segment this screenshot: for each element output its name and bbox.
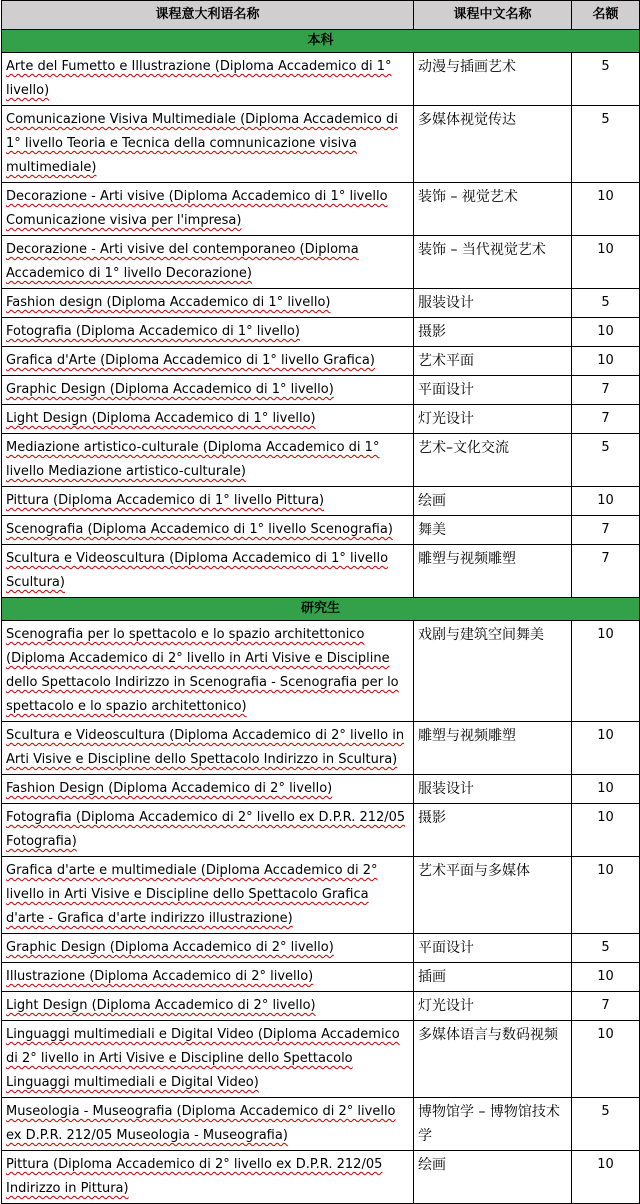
italian-course-name: Decorazione - Arti visive (Diploma Accademico di 1° livello Comunicazione visiva per l'impresa) [6,189,388,228]
italian-name-cell [2,857,414,934]
italian-name-cell [2,775,414,804]
italian-course-name: Arte del Fumetto e Illustrazione (Diploma Accademico di 1° livello) [6,59,392,98]
course-row [2,434,640,487]
chinese-course-name: 装饰 – 当代视觉艺术 [414,236,572,289]
course-row [2,183,640,236]
chinese-course-name: 雕塑与视频雕塑 [414,722,572,775]
course-row [2,405,640,434]
italian-name-cell [2,434,414,487]
course-row [2,1151,640,1204]
course-row [2,1098,640,1151]
chinese-course-name: 灯光设计 [414,992,572,1021]
course-row [2,545,640,598]
quota-value: 10 [572,183,640,236]
chinese-course-name: 绘画 [414,487,572,516]
chinese-course-name: 博物馆学 – 博物馆技术学 [414,1098,572,1151]
italian-course-name: Fashion Design (Diploma Accademico di 2° livello) [6,781,333,796]
course-row [2,53,640,106]
italian-name-cell [2,545,414,598]
section-header-row [2,598,640,621]
course-row [2,934,640,963]
chinese-course-name: 摄影 [414,318,572,347]
course-row [2,804,640,857]
course-row [2,487,640,516]
course-table [1,0,640,1204]
italian-course-name: Pittura (Diploma Accademico di 2° livello ex D.P.R. 212/05 Indirizzo in Pittura) [6,1157,383,1196]
italian-course-name: Scenografia per lo spettacolo e lo spazio architettonico (Diploma Accademico di 2° livello in Arti Visive e Discipline dello Spettacolo Indirizzo in Scenografia - Scenografia per lo spettacolo e lo spazio architettonico) [6,627,399,714]
quota-value: 10 [572,318,640,347]
italian-course-name: Fotografia (Diploma Accademico di 1° livello) [6,324,300,339]
course-row [2,992,640,1021]
section-title: 本科 [2,30,640,53]
chinese-course-name: 服装设计 [414,775,572,804]
section-title: 研究生 [2,598,640,621]
italian-name-cell [2,934,414,963]
course-row [2,516,640,545]
italian-course-name: Scenografia (Diploma Accademico di 1° livello Scenografia) [6,522,393,537]
italian-name-cell [2,106,414,183]
quota-value: 7 [572,992,640,1021]
italian-name-cell [2,804,414,857]
course-row [2,857,640,934]
italian-name-cell [2,992,414,1021]
italian-name-cell [2,318,414,347]
table-body [2,30,640,1204]
quota-value: 10 [572,963,640,992]
italian-name-cell [2,347,414,376]
italian-course-name: Illustrazione (Diploma Accademico di 2° livello) [6,969,314,984]
italian-name-cell [2,1151,414,1204]
italian-name-cell [2,963,414,992]
chinese-course-name: 舞美 [414,516,572,545]
quota-value: 10 [572,487,640,516]
course-row [2,318,640,347]
header-row [2,1,640,30]
italian-name-cell [2,621,414,722]
italian-name-cell [2,1021,414,1098]
quota-value: 10 [572,857,640,934]
quota-value: 7 [572,545,640,598]
italian-name-cell [2,289,414,318]
italian-course-name: Scultura e Videoscultura (Diploma Accademico di 1° livello Scultura) [6,551,389,590]
chinese-course-name: 雕塑与视频雕塑 [414,545,572,598]
course-row [2,376,640,405]
chinese-course-name: 多媒体视觉传达 [414,106,572,183]
chinese-course-name: 灯光设计 [414,405,572,434]
course-row [2,722,640,775]
chinese-course-name: 绘画 [414,1151,572,1204]
quota-value: 5 [572,934,640,963]
chinese-course-name: 平面设计 [414,934,572,963]
italian-course-name: Pittura (Diploma Accademico di 1° livello Pittura) [6,493,325,508]
italian-course-name: Comunicazione Visiva Multimediale (Diploma Accademico di 1° livello Teoria e Tecnica della comnunicazione visiva multimediale) [6,112,398,175]
chinese-course-name: 平面设计 [414,376,572,405]
quota-value: 5 [572,289,640,318]
course-row [2,347,640,376]
italian-name-cell [2,53,414,106]
quota-value: 10 [572,775,640,804]
quota-value: 10 [572,1021,640,1098]
header-chinese-name: 课程中文名称 [414,1,572,30]
quota-value: 10 [572,1151,640,1204]
italian-name-cell [2,183,414,236]
chinese-course-name: 艺术平面与多媒体 [414,857,572,934]
quota-value: 10 [572,236,640,289]
course-row [2,289,640,318]
italian-name-cell [2,487,414,516]
quota-value: 5 [572,53,640,106]
italian-name-cell [2,1098,414,1151]
italian-course-name: Mediazione artistico-culturale (Diploma Accademico di 1° livello Mediazione artistico-culturale) [6,440,380,479]
italian-course-name: Museologia - Museografia (Diploma Accademico di 2° livello ex D.P.R. 212/05 Museologia - Museografia) [6,1104,396,1143]
italian-course-name: Scultura e Videoscultura (Diploma Accademico di 2° livello in Arti Visive e Discipline dello Spettacolo Indirizzo in Scultura) [6,728,405,767]
quota-value: 10 [572,621,640,722]
course-row [2,106,640,183]
italian-course-name: Fashion design (Diploma Accademico di 1° livello) [6,295,331,310]
course-row [2,621,640,722]
header-quota: 名额 [572,1,640,30]
quota-value: 5 [572,106,640,183]
italian-name-cell [2,722,414,775]
italian-course-name: Graphic Design (Diploma Accademico di 2° livello) [6,940,334,955]
italian-course-name: Linguaggi multimediali e Digital Video (Diploma Accademico di 2° livello in Arti Visive e Discipline dello Spettacolo Linguaggi multimediali e Digital Video) [6,1027,400,1090]
quota-value: 10 [572,347,640,376]
quota-value: 7 [572,376,640,405]
quota-value: 5 [572,1098,640,1151]
quota-value: 7 [572,405,640,434]
italian-course-name: Light Design (Diploma Accademico di 2° livello) [6,998,316,1013]
chinese-course-name: 摄影 [414,804,572,857]
chinese-course-name: 戏剧与建筑空间舞美 [414,621,572,722]
quota-value: 7 [572,516,640,545]
italian-course-name: Graphic Design (Diploma Accademico di 1° livello) [6,382,334,397]
chinese-course-name: 多媒体语言与数码视频 [414,1021,572,1098]
chinese-course-name: 服装设计 [414,289,572,318]
header-italian-name: 课程意大利语名称 [2,1,414,30]
chinese-course-name: 艺术–文化交流 [414,434,572,487]
italian-name-cell [2,236,414,289]
italian-course-name: Grafica d'Arte (Diploma Accademico di 1° livello Grafica) [6,353,375,368]
italian-course-name: Grafica d'arte e multimediale (Diploma Accademico di 2° livello in Arti Visive e Discipline dello Spettacolo Grafica d'arte - Grafica d'arte indirizzo illustrazione) [6,863,378,926]
course-row [2,963,640,992]
italian-course-name: Light Design (Diploma Accademico di 1° livello) [6,411,316,426]
chinese-course-name: 装饰 – 视觉艺术 [414,183,572,236]
italian-course-name: Decorazione - Arti visive del contemporaneo (Diploma Accademico di 1° livello Decorazione) [6,242,359,281]
course-row [2,1021,640,1098]
quota-value: 5 [572,434,640,487]
section-header-row [2,30,640,53]
quota-value: 10 [572,722,640,775]
course-row [2,775,640,804]
chinese-course-name: 艺术平面 [414,347,572,376]
italian-name-cell [2,405,414,434]
quota-value: 10 [572,804,640,857]
italian-course-name: Fotografia (Diploma Accademico di 2° livello ex D.P.R. 212/05 Fotografia) [6,810,406,849]
course-row [2,236,640,289]
chinese-course-name: 插画 [414,963,572,992]
italian-name-cell [2,376,414,405]
italian-name-cell [2,516,414,545]
chinese-course-name: 动漫与插画艺术 [414,53,572,106]
